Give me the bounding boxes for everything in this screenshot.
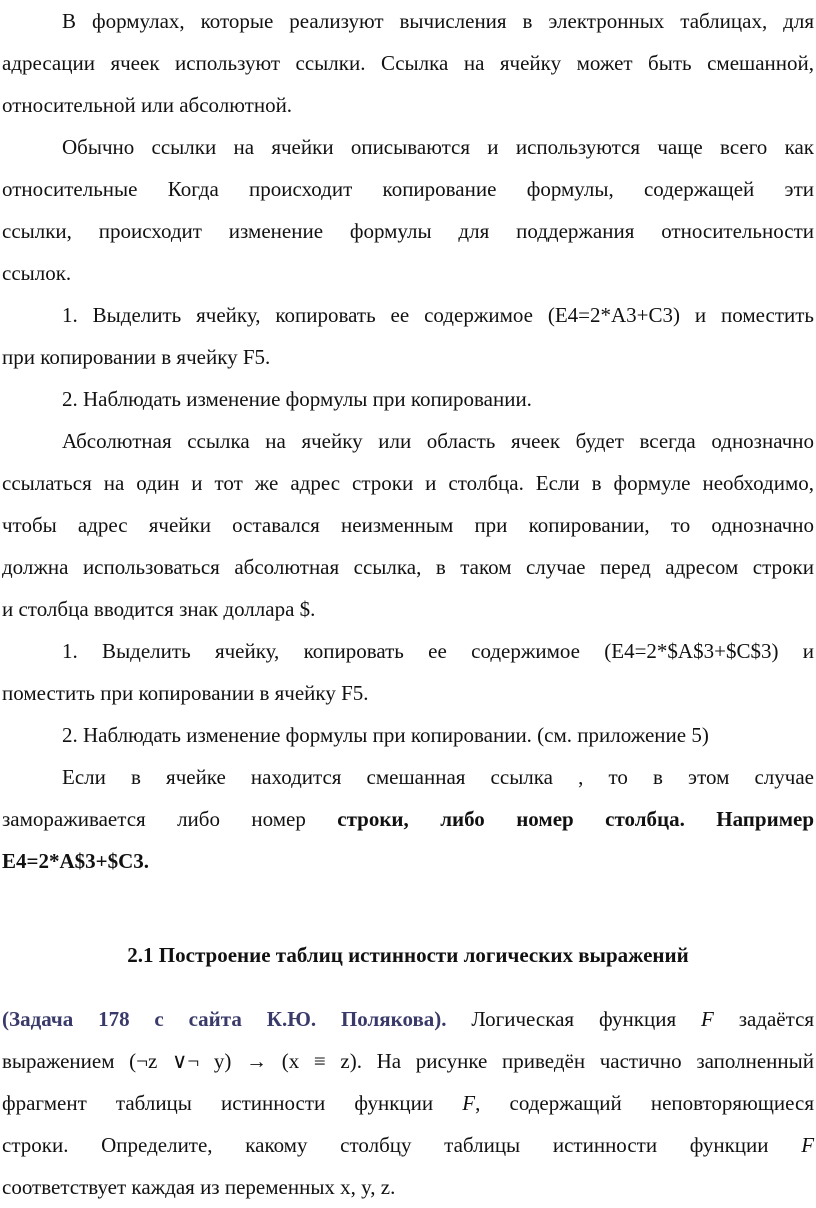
paragraph-3-line-2: при копировании в ячейку F5. [2,345,271,369]
paragraph-5-line-1: Абсолютная ссылка на ячейку или область ячеек будет всегда однозначно [62,429,814,453]
paragraph-2-line-2: относительные Когда происходит копирование формулы, содержащей эти [2,177,814,201]
paragraph-1-line-2: адресации ячеек используют ссылки. Ссылка на ячейку может быть смешанной, [2,51,814,75]
task-line-5: соответствует каждая из переменных x, y, z. [2,1175,396,1199]
paragraph-4-line-1: 2. Наблюдать изменение формулы при копировании. [62,387,532,411]
task-line-4-var: F [801,1133,815,1157]
task-line-1-var: F [700,1007,714,1031]
section-heading: 2.1 Построение таблиц истинности логических выражений [127,943,689,967]
paragraph-5-line-2: ссылаться на один и тот же адрес строки и столбца. Если в формуле необходимо, [2,471,814,495]
task-line-3-text-a: фрагмент таблицы истинности функции [2,1091,434,1115]
task-label: (Задача 178 с сайта К.Ю. Полякова). [2,1007,447,1031]
task-line-3-text-b: , содержащий неповторяющиеся [475,1091,814,1115]
paragraph-2-line-3: ссылки, происходит изменение формулы для поддержания относительности [2,219,814,243]
paragraph-6-line-2: поместить при копировании в ячейку F5. [2,681,369,705]
paragraph-1-line-1: В формулах, которые реализуют вычисления в электронных таблицах, для [62,9,814,33]
paragraph-8-bold-text: строки, либо номер столбца. Например [337,807,814,831]
paragraph-7-line-1: 2. Наблюдать изменение формулы при копировании. (см. приложение 5) [62,723,709,747]
paragraph-8-line-1: Если в ячейке находится смешанная ссылка , то в этом случае [62,765,814,789]
paragraph-2-line-1: Обычно ссылки на ячейки описываются и используются чаще всего как [62,135,814,159]
task-line-1-text-b: задаётся [738,1007,815,1031]
paragraph-8-line-2 [2,798,814,840]
task-line-3 [2,1082,814,1124]
paragraph-2-line-4: ссылок. [2,261,72,285]
paragraph-6-line-1: 1. Выделить ячейку, копировать ее содержимое (E4=2*$A$3+$C$3) и [62,639,814,663]
paragraph-3-line-1: 1. Выделить ячейку, копировать ее содержимое (E4=2*A3+C3) и поместить [62,303,814,327]
paragraph-8-formula: E4=2*A$3+$C3. [2,849,150,873]
task-line-1-text-a: Логическая функция [471,1007,677,1031]
paragraph-1-line-3: относительной или абсолютной. [2,93,293,117]
paragraph-8-plain-text: замораживается либо номер [2,807,306,831]
task-line-1 [2,998,814,1040]
task-line-4-text: строки. Определите, какому столбцу таблицы истинности функции [2,1133,769,1157]
task-line-4 [2,1124,814,1166]
paragraph-5-line-5: и столбца вводится знак доллара $. [2,597,316,621]
paragraph-5-line-3: чтобы адрес ячейки оставался неизменным при копировании, то однозначно [2,513,814,537]
paragraph-5-line-4: должна использоваться абсолютная ссылка, в таком случае перед адресом строки [2,555,814,579]
task-line-3-var: F [462,1091,476,1115]
task-line-2: выражением (¬z ∨¬ y) → (x ≡ z). На рисунке приведён частично заполненный [2,1049,814,1073]
